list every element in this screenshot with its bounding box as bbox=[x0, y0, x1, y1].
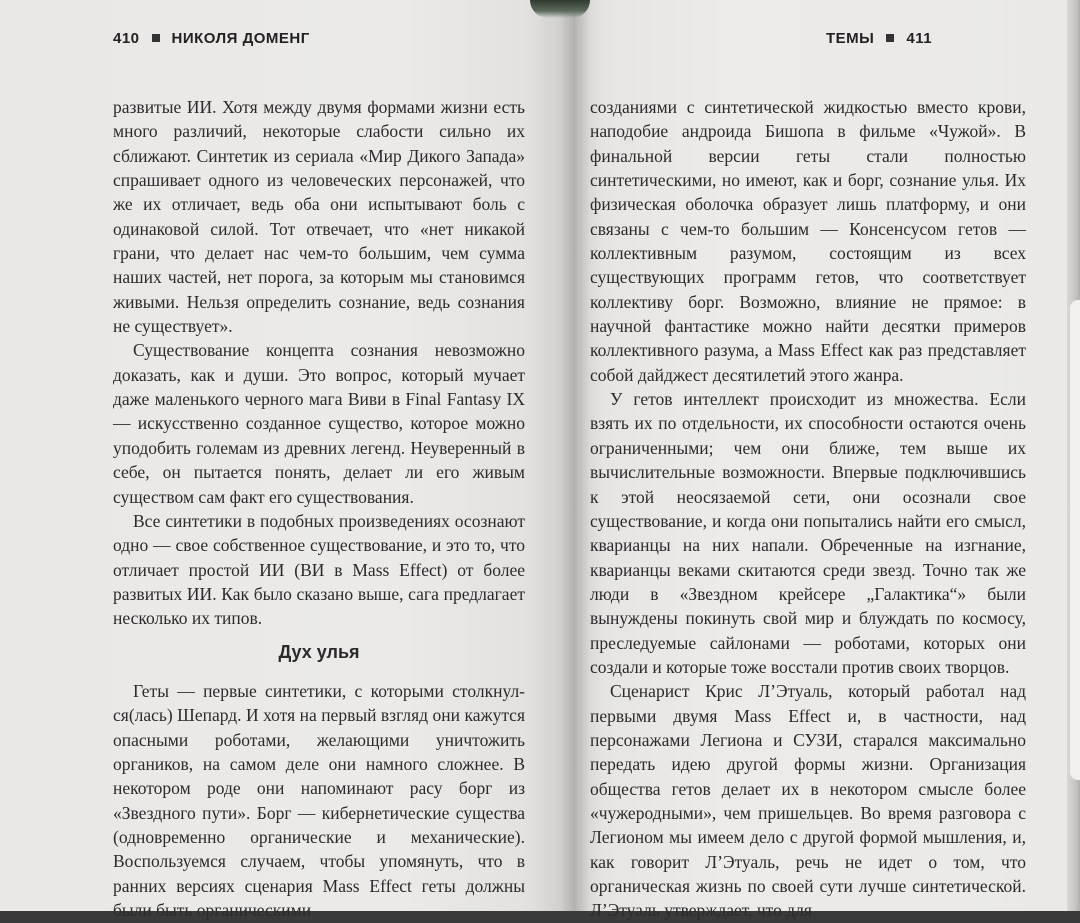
paragraph: У гетов интеллект происходит из множества. Если взять их по отдельности, их способности остаются очень ограниченными; чем они ближе, тем выше их вычислительные возможности. Впервые подключившись к этой неосязаемой сети, они осознали свое существование, и когда они попытались найти его смысл, кварианцы на них напали. Обреченные на изгнание, кварианцы веками скитаются среди звезд. Точно так же люди в «Звездном крейсере „Галактика“» были вынуждены покинуть свой мир и блуждать по космосу, преследуемые сайлонами — роботами, которых они создали и которые тоже восстали против своих творцов. bbox=[590, 389, 1026, 677]
paragraph: Существование концепта сознания невозможно доказать, как и души. Это вопрос, который мучает даже маленького черного мага Виви в Final Fantasy IX — искусственно созданное существо, которое можно уподобить големам из древних легенд. Неуверенный в себе, он пытается понять, делает ли его живым существом сам факт его существования. bbox=[113, 340, 525, 507]
right-page bbox=[575, 0, 1067, 921]
page-edge-highlight bbox=[1070, 300, 1080, 780]
right-page-text bbox=[590, 95, 1026, 923]
paragraph: Все синтетики в подобных произведениях осознают одно — свое собственное существование, и это то, что отличает простой ИИ (ВИ в Mass Effect) от более развитых ИИ. Как было сказано выше, сага предлагает несколько их типов. bbox=[113, 510, 525, 629]
square-bullet-icon bbox=[152, 34, 160, 42]
right-running-head: ТЕМЫ bbox=[826, 30, 875, 47]
paragraph: Геты — первые синтетики, с которыми столкнул-ся(лась) Шепард. И хотя на первый взгляд они кажутся опасными роботами, желающими уничтожить органиков, на самом деле они намного сложнее. В некотором роде они напоминают расу борг из «Звездного пути». Борг — кибернетические существа (одновременно органические и механические). Воспользуемся случаем, чтобы упомянуть, что в ранних версиях сценария Mass Effect геты должны были быть органическими bbox=[113, 680, 525, 920]
left-running-head: НИКОЛЯ ДОМЕНГ bbox=[171, 30, 310, 47]
right-running-header bbox=[826, 30, 932, 47]
square-bullet-icon bbox=[886, 34, 894, 42]
right-page-number: 411 bbox=[906, 30, 933, 47]
section-heading: Дух улья bbox=[278, 641, 360, 662]
background-object bbox=[530, 0, 590, 18]
left-page-text bbox=[113, 95, 525, 922]
paragraph: Сценарист Крис Л’Этуаль, который работал над первыми двумя Mass Effect и, в частности, над персонажами Легиона и СУЗИ, старался максимально передать идею другой формы жизни. Организация общества гетов делает их в некотором смысле более «чужеродными», чем пришельцев. Во время разговора с Легионом мы имеем дело с другой формой мышления, и, как говорит Л’Этуаль, речь не идет о том, что органическая жизнь по своей сути лучше синтетической. Л’Этуаль утверждает, что для bbox=[590, 681, 1026, 921]
book-gutter-shadow bbox=[560, 0, 590, 911]
paragraph: созданиями с синтетической жидкостью вместо крови, наподобие андроида Бишопа в фильме «Чужой». В финальной версии геты стали полностью синтетическими, но имеют, как и борг, сознание улья. Их физическая оболочка образует лишь платформу, и они связаны с чем-то большим — Консенсусом гетов — коллективным разумом, состоящим из всех существующих программ гетов, что соответствует коллективу борг. Возможно, влияние не прямое: в научной фантастике можно найти десятки примеров коллективного разума, а Mass Effect как раз представляет собой дайджест десятилетий этого жанра. bbox=[590, 97, 1026, 385]
paragraph: развитые ИИ. Хотя между двумя формами жизни есть много различий, некоторые слабости сильно их сближают. Синтетик из сериала «Мир Дикого Запада» спрашивает одного из человеческих персонажей, что же их отличает, ведь оба они испытывают боль с одинаковой силой. Тот отвечает, что «нет никакой грани, что делает нас чем-то большим, чем сумма наших частей, нет порога, за которым мы становимся живыми. Нельзя определить сознание, ведь сознания не существует». bbox=[113, 97, 525, 337]
left-page-number: 410 bbox=[113, 30, 140, 47]
left-running-header bbox=[113, 30, 310, 47]
